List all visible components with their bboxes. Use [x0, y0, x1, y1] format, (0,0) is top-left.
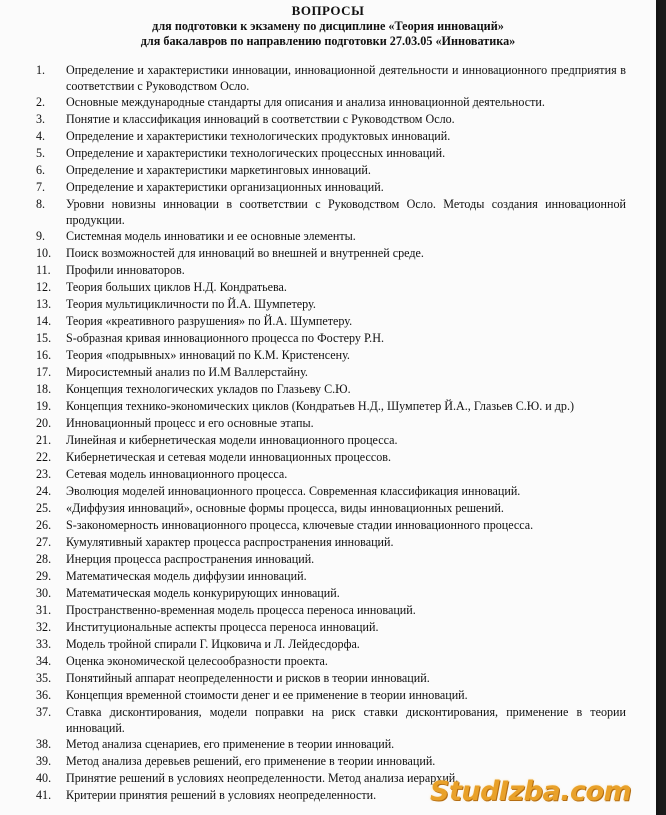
question-number: 8. [36, 197, 46, 211]
question-number: 28. [36, 552, 52, 566]
question-number: 10. [36, 246, 52, 260]
question-number: 3. [36, 112, 46, 126]
question-text: Определение и характеристики технологических продуктовых инноваций. [66, 129, 451, 143]
question-item [0, 619, 656, 636]
question-text: Уровни новизны инновации в соответствии с Руководством Осло. Методы создания инновационной продукции. [66, 197, 626, 227]
question-item [0, 313, 656, 330]
question-item [0, 753, 656, 770]
question-item [0, 145, 656, 162]
question-number: 23. [36, 467, 52, 481]
question-text: Инновационный процесс и его основные этапы. [66, 416, 314, 430]
question-item [0, 245, 656, 262]
question-text: Кумулятивный характер процесса распространения инноваций. [66, 535, 394, 549]
question-text: Определение и характеристики инновации, инновационной деятельности и инновационного предприятия в соответствии с Руководством Осло. [66, 63, 626, 93]
page-title: ВОПРОСЫ [291, 3, 365, 18]
question-number: 24. [36, 484, 52, 498]
question-item [0, 364, 656, 381]
question-text: Теория мультицикличности по Й.А. Шумпетеру. [66, 297, 316, 311]
question-item [0, 670, 656, 687]
question-number: 21. [36, 433, 52, 447]
question-item [0, 602, 656, 619]
question-text: Теория «креативного разрушения» по Й.А. Шумпетеру. [66, 314, 353, 328]
question-text: Профили инноваторов. [66, 263, 185, 277]
question-text: Понятийный аппарат неопределенности и рисков в теории инноваций. [66, 671, 430, 685]
question-number: 15. [36, 331, 52, 345]
question-text: Определение и характеристики технологических процессных инноваций. [66, 146, 446, 160]
question-number: 22. [36, 450, 52, 464]
question-item [0, 111, 656, 128]
question-number: 19. [36, 399, 52, 413]
question-item [0, 179, 656, 196]
question-text: Концепция технологических укладов по Глазьеву С.Ю. [66, 382, 351, 396]
question-text: Институциональные аспекты процесса переноса инноваций. [66, 620, 379, 634]
question-number: 20. [36, 416, 52, 430]
question-text: Принятие решений в условиях неопределенности. Метод анализа иерархий. [66, 771, 459, 785]
question-text: Основные международные стандарты для описания и анализа инновационной деятельности. [66, 95, 545, 109]
question-text: Эволюция моделей инновационного процесса. Современная классификация инноваций. [66, 484, 521, 498]
question-number: 16. [36, 348, 52, 362]
question-item [0, 449, 656, 466]
question-number: 31. [36, 603, 52, 617]
question-text: Оценка экономической целесообразности проекта. [66, 654, 328, 668]
question-number: 26. [36, 518, 52, 532]
question-text: Кибернетическая и сетевая модели инновационных процессов. [66, 450, 391, 464]
question-item [0, 415, 656, 432]
question-number: 14. [36, 314, 52, 328]
question-text: Концепция временной стоимости денег и ее применение в теории инноваций. [66, 688, 468, 702]
question-item [0, 432, 656, 449]
question-number: 5. [36, 146, 46, 160]
question-item [0, 736, 656, 753]
question-item [0, 585, 656, 602]
question-text: Миросистемный анализ по И.М Валлерстайну. [66, 365, 308, 379]
question-text: Математическая модель конкурирующих инноваций. [66, 586, 340, 600]
question-number: 35. [36, 671, 52, 685]
question-number: 40. [36, 771, 52, 785]
question-item [0, 500, 656, 517]
question-number: 7. [36, 180, 46, 194]
question-number: 9. [36, 229, 46, 243]
document-header [0, 3, 656, 49]
question-number: 25. [36, 501, 52, 515]
question-item [0, 381, 656, 398]
subtitle-line-1: для подготовки к экзамену по дисциплине «Теория инноваций» [152, 19, 504, 33]
question-number: 6. [36, 163, 46, 177]
question-number: 17. [36, 365, 52, 379]
question-text: Метод анализа деревьев решений, его применение в теории инноваций. [66, 754, 436, 768]
question-item [0, 347, 656, 364]
question-item [0, 483, 656, 500]
question-text: Теория «подрывных» инноваций по К.М. Кристенсену. [66, 348, 350, 362]
question-item [0, 687, 656, 704]
question-text: Математическая модель диффузии инноваций. [66, 569, 307, 583]
question-number: 34. [36, 654, 52, 668]
question-text: Сетевая модель инновационного процесса. [66, 467, 288, 481]
question-number: 41. [36, 788, 52, 802]
question-text: Определение и характеристики организационных инноваций. [66, 180, 384, 194]
question-item [0, 517, 656, 534]
question-number: 39. [36, 754, 52, 768]
question-text: Системная модель инноватики и ее основные элементы. [66, 229, 356, 243]
question-item [0, 466, 656, 483]
question-text: Определение и характеристики маркетинговых инноваций. [66, 163, 371, 177]
question-item [0, 228, 656, 245]
question-text: Критерии принятия решений в условиях неопределенности. [66, 788, 377, 802]
question-text: Инерция процесса распространения инноваций. [66, 552, 315, 566]
question-number: 27. [36, 535, 52, 549]
question-number: 11. [36, 263, 51, 277]
question-text: Понятие и классификация инноваций в соответствии с Руководством Осло. [66, 112, 455, 126]
question-item [0, 534, 656, 551]
question-text: Поиск возможностей для инноваций во внешней и внутренней среде. [66, 246, 424, 260]
question-text: Концепция технико-экономических циклов (Кондратьев Н.Д., Шумпетер Й.А., Глазьев С.Ю. и др.) [66, 399, 575, 413]
question-item [0, 398, 656, 415]
question-number: 30. [36, 586, 52, 600]
question-item [0, 62, 656, 94]
question-item [0, 296, 656, 313]
question-item [0, 653, 656, 670]
question-text: S-закономерность инновационного процесса, ключевые стадии инновационного процесса. [66, 518, 534, 532]
question-text: «Диффузия инноваций», основные формы процесса, виды инновационных решений. [66, 501, 504, 515]
question-number: 36. [36, 688, 52, 702]
question-item [0, 279, 656, 296]
question-text: Ставка дисконтирования, модели поправки на риск ставки дисконтирования, применение в теории инноваций. [66, 705, 626, 735]
subtitle-line-2: для бакалавров по направлению подготовки 27.03.05 «Инноватика» [140, 34, 516, 48]
question-number: 33. [36, 637, 52, 651]
question-text: S-образная кривая инновационного процесса по Фостеру Р.Н. [66, 331, 384, 345]
question-item [0, 196, 656, 228]
question-number: 2. [36, 95, 46, 109]
question-item [0, 568, 656, 585]
question-item [0, 162, 656, 179]
question-number: 12. [36, 280, 52, 294]
question-item [0, 330, 656, 347]
question-number: 38. [36, 737, 52, 751]
studizba-watermark: StudIzba.com [430, 776, 632, 807]
question-text: Модель тройной спирали Г. Ицковича и Л. Лейдесдорфа. [66, 637, 360, 651]
question-text: Линейная и кибернетическая модели инновационного процесса. [66, 433, 398, 447]
question-text: Теория больших циклов Н.Д. Кондратьева. [66, 280, 287, 294]
question-number: 1. [36, 63, 46, 77]
question-number: 13. [36, 297, 52, 311]
question-item [0, 704, 656, 736]
question-number: 37. [36, 705, 52, 719]
questions-list [0, 62, 656, 804]
question-text: Пространственно-временная модель процесса переноса инноваций. [66, 603, 416, 617]
question-item [0, 128, 656, 145]
question-item [0, 551, 656, 568]
question-number: 32. [36, 620, 52, 634]
question-item [0, 262, 656, 279]
question-item [0, 94, 656, 111]
question-number: 18. [36, 382, 52, 396]
question-number: 29. [36, 569, 52, 583]
question-text: Метод анализа сценариев, его применение в теории инноваций. [66, 737, 395, 751]
question-number: 4. [36, 129, 46, 143]
question-item [0, 636, 656, 653]
